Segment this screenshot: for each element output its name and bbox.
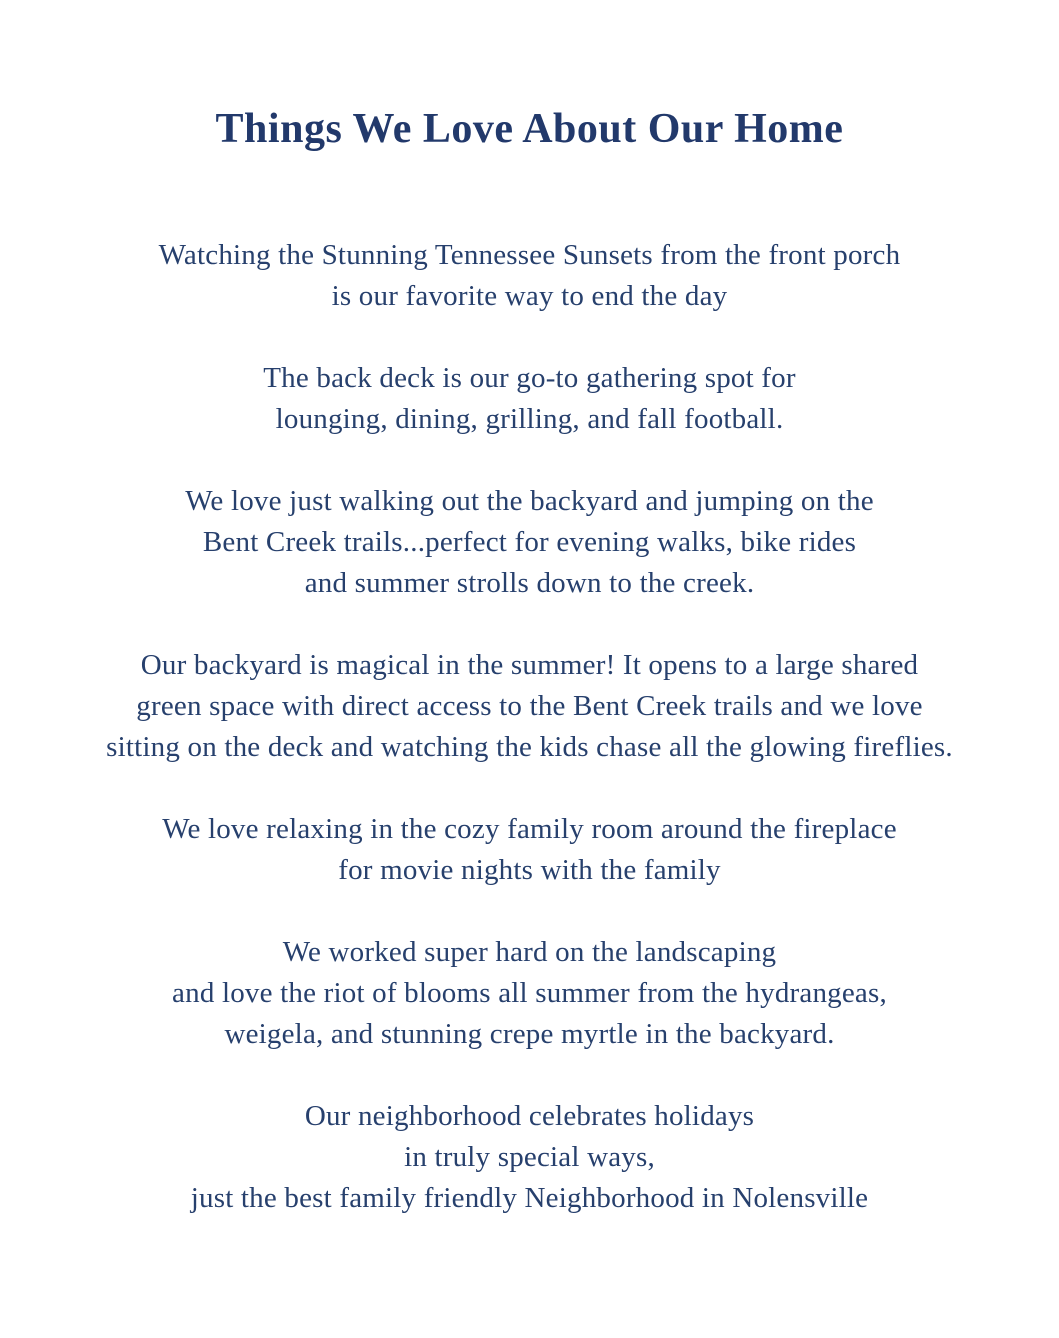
paragraph-line: sitting on the deck and watching the kids chase all the glowing fireflies. (106, 731, 953, 763)
paragraph-line: The back deck is our go-to gathering spot for (263, 362, 796, 394)
paragraph-line: Our backyard is magical in the summer! It opens to a large shared (140, 649, 919, 681)
paragraph-line: in truly special ways, (404, 1141, 655, 1173)
paragraph-line: is our favorite way to end the day (331, 280, 728, 312)
paragraph (0, 1096, 1059, 1219)
paragraph-line: Bent Creek trails...perfect for evening walks, bike rides (202, 526, 857, 558)
paragraph-line: for movie nights with the family (338, 854, 721, 886)
paragraph-line: and summer strolls down to the creek. (304, 567, 755, 599)
paragraph-line: and love the riot of blooms all summer from the hydrangeas, (172, 977, 887, 1009)
paragraph-line: weigela, and stunning crepe myrtle in the backyard. (224, 1018, 835, 1050)
paragraph-line: We love just walking out the backyard and jumping on the (185, 485, 874, 517)
paragraph (0, 645, 1059, 768)
paragraph-line: just the best family friendly Neighborhood in Nolensville (190, 1182, 869, 1214)
paragraph (0, 932, 1059, 1055)
paragraph-line: lounging, dining, grilling, and fall football. (275, 403, 784, 435)
paragraph (0, 358, 1059, 440)
paragraph (0, 809, 1059, 891)
paragraph-line: We love relaxing in the cozy family room around the fireplace (162, 813, 897, 845)
paragraph-line: We worked super hard on the landscaping (282, 936, 777, 968)
paragraph (0, 235, 1059, 317)
paragraph-line: Watching the Stunning Tennessee Sunsets from the front porch (158, 239, 901, 271)
page-title: Things We Love About Our Home (215, 106, 844, 152)
paragraph-line: Our neighborhood celebrates holidays (304, 1100, 755, 1132)
paragraph-line: green space with direct access to the Bent Creek trails and we love (136, 690, 923, 722)
paragraph (0, 481, 1059, 604)
